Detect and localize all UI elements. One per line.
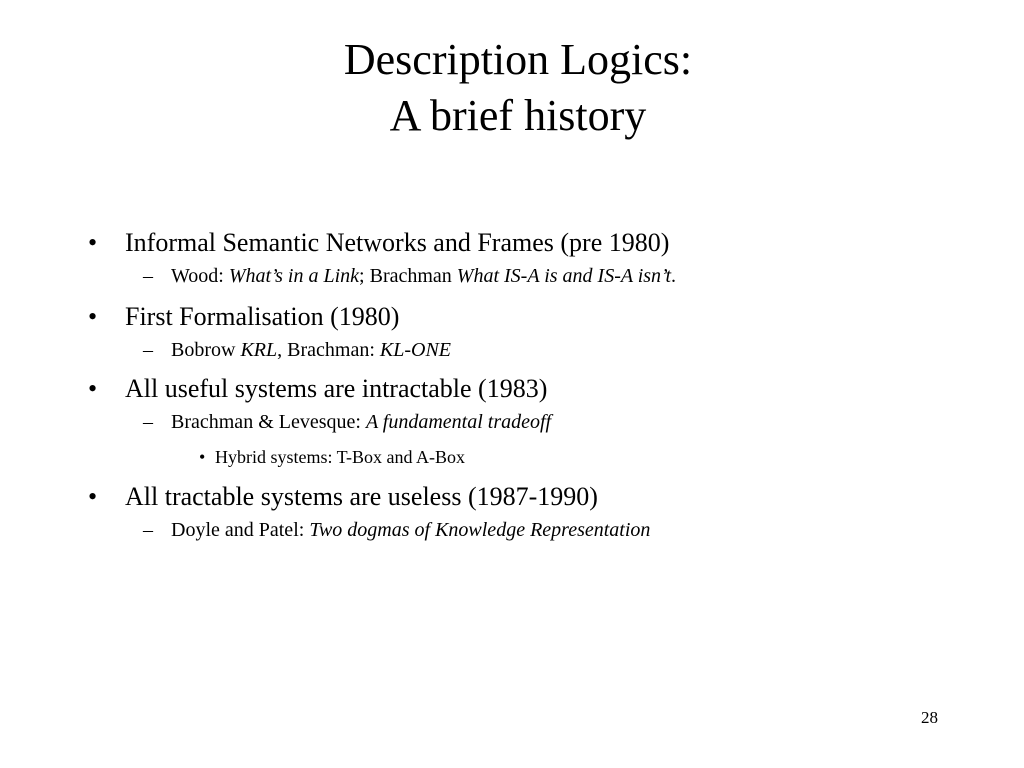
system-name: KRL (240, 339, 278, 361)
sub-bullet-text-part: Brachman & Levesque: (171, 411, 366, 433)
sub-sub-bullet-text: Hybrid systems: T-Box and A-Box (215, 447, 466, 467)
dash-marker: – (143, 265, 153, 287)
bullet-text: Informal Semantic Networks and Frames (pre 1980) (125, 228, 670, 257)
bullet-marker: • (199, 447, 206, 467)
system-name: KL-ONE (379, 339, 452, 361)
slide-title-line-1: Description Logics: (343, 35, 693, 84)
sub-bullet-text-part: ; Brachman (359, 265, 457, 287)
citation-title: What IS-A is and IS-A isn’t (456, 265, 672, 287)
bullet-marker: • (88, 482, 98, 511)
bullet-text: All tractable systems are useless (1987-1990) (125, 482, 598, 511)
dash-marker: – (143, 339, 153, 361)
sub-bullet-text-part: Wood: (171, 265, 229, 287)
sub-bullet-text (171, 338, 451, 362)
slide-title-line-2: A brief history (389, 91, 647, 140)
dash-marker: – (143, 519, 153, 541)
sub-bullet-text-part: Doyle and Patel: (171, 519, 310, 541)
sub-bullet-text-part: . (671, 265, 677, 287)
sub-bullet-text (171, 518, 650, 542)
dash-marker: – (143, 411, 153, 433)
sub-bullet-text-part: Bobrow (171, 339, 241, 361)
sub-bullet-text (171, 410, 551, 434)
citation-title: Two dogmas of Knowledge Representation (309, 519, 651, 541)
bullet-text: All useful systems are intractable (1983) (125, 374, 548, 403)
citation-title: A fundamental tradeoff (365, 411, 552, 433)
bullet-marker: • (88, 228, 98, 257)
bullet-marker: • (88, 374, 98, 403)
sub-bullet-text-part: , Brachman: (277, 339, 380, 361)
citation-title: What’s in a Link (228, 265, 360, 287)
bullet-text: First Formalisation (1980) (125, 302, 400, 331)
sub-bullet-text (171, 264, 676, 288)
bullet-marker: • (88, 302, 98, 331)
page-number: 28 (921, 708, 938, 727)
